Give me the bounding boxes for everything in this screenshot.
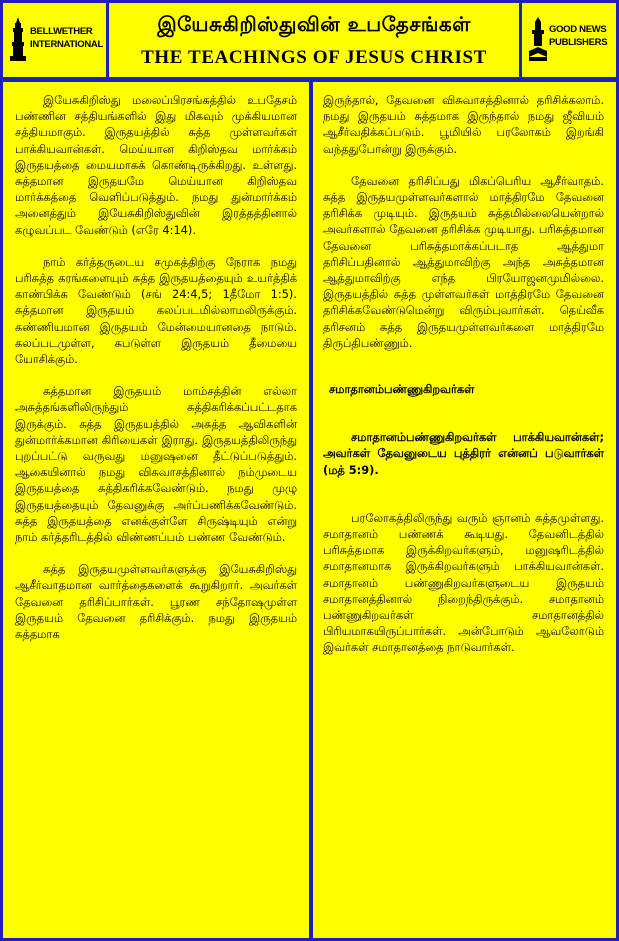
paragraph: சுத்தமான இருதயம் மாம்சத்தின் எல்லா அசுத்தங்களிலிருந்தும் சுத்திகரிக்கப்பட்டதாக இருக்கும். சுத்த இருதயத்தில் அசுத்த ஆவிகளின் துன்மார்க்கமான கிரியைகள் இராது. இருதயத்திலிருந்து புறப்பட்டு வருவது மனுஷனை தீட்டுப்படுத்தும். ஆகையினால் நமது விசுவாசத்தினால் நம்முடைய இருதயத்தை சுத்திகரிக்கவேண்டும். நமது முழு இருதயத்தையும் தேவனுக்கு அர்ப்பணிக்கவேண்டும். சுத்த இருதயத்தை எனக்குள்ளே சிருஷ்டியும் என்று நாம் கர்த்தரிடத்தில் விண்ணப்பம் பண்ண வேண்டும். (15, 384, 297, 545)
header-banner (3, 3, 616, 77)
paragraph: இயேசுகிறிஸ்து மலைப்பிரசங்கத்தில் உபதேசம் பண்ணின சத்தியங்களில் இது மிகவும் முக்கியமான சத்தியமாகும். இருதயத்தில் சுத்த முள்ளவர்கள் பாக்கியவான்கள். மெய்யான கிறிஸ்தவ மார்க்கம் இருதயத்தை மையமாகக் கொண்டிருக்கிறது. உள்ளது. சுத்தமான இருதயமே மெய்யான கிறிஸ்தவ மார்க்கத்தை வெளிப்படுத்தும். நமது துன்மார்க்கம் அனைத்தும் இயேசுகிறிஸ்துவின் இரத்தத்தினால் கழுவப்பட வேண்டும் (எரே 4:14). (15, 93, 297, 237)
right-column (313, 82, 616, 938)
good-news-logo (519, 3, 616, 77)
title-block (109, 3, 519, 77)
title-tamil: இயேசுகிறிஸ்துவின் உபதேசங்கள் (157, 12, 471, 36)
title-english: THE TEACHINGS OF JESUS CHRIST (141, 47, 487, 68)
paragraph: பரலோகத்திலிருந்து வரும் ஞானம் சுத்தமுள்ளது. சமாதானம் பண்ணக் கூடியது. தேவனிடத்தில் பரிசுத்தமாக இருக்கிறவர்களும், மனுஷரிடத்தில் சமாதானமாக இருக்கிறவர்களும் பாக்கியவான்கள். சமாதானம் பண்ணுகிறவர்களுடைய இருதயம் சமாதானத்தினால் நிறைந்திருக்கும். சமாதானம் பண்ணுகிறவர்கள் சமாதானத்தில் பிரியமாகயிருப்பார்கள். அன்போடும் ஆவலோடும் இவர்கள் சமாதானத்தை நாடுவார்கள். (323, 510, 604, 655)
bellwether-tower-icon (9, 17, 27, 61)
paragraph: தேவனை தரிசிப்பது மிகப்பெரிய ஆசீர்வாதம். சுத்த இருதயமுள்ளவர்களால் மாத்திரமே தேவனை தரிசிக்க முடியும். இருதயம் சுத்தமில்லையென்றால் அவர்களால் தேவனை தரிசிக்க முடியாது. பரிசுத்தமான தேவனை பரிசுத்தமாக்கப்படாத ஆத்துமா தரிசிப்பதினால் ஆத்துமாவிற்கு அந்த அசுத்தமான ஆத்துமாவிற்கு எந்த பிரயோஜனமுமில்லை. இருதயத்தில் சுத்த முள்ளவர்கள் மாத்திரமே தேவனை தரிசிக்கவேண்டுமென்று விரும்புவார்கள். தெய்வீக தரிசனம் சுத்த இருதயமுள்ளவர்களை மாத்திரமே திருப்திபண்ணும். (323, 173, 604, 350)
bellwether-logo (3, 3, 109, 77)
book-tower-icon (528, 17, 548, 61)
bellwether-logo-text: BELLWETHER INTERNATIONAL (30, 26, 103, 50)
paragraph: இருந்தால், தேவனை விசுவாசத்தினால் தரிசிக்கலாம். நமது இருதயம் சுத்தமாக இருந்தால் நமது ஜீவியம் ஆசீர்வதிக்கப்படும். பூமியில் பரலோகம் இறங்கி வந்ததுபோன்று இருக்கும். (323, 93, 604, 156)
section-heading: சமாதானம்பண்ணுகிறவர்கள் (329, 382, 475, 397)
paragraph: சுத்த இருதயமுள்ளவர்களுக்கு இயேசுகிறிஸ்து ஆசீர்வாதமான வார்த்தைகளைக் கூறுகிறார். அவர்கள் தேவனை தரிசிப்பார்கள். பூரண சந்தோஷமுள்ள இருதயம் தேவனை தரிசிக்கும். நமது இருதயம் சுத்தமாக (15, 562, 297, 642)
good-news-logo-text: GOOD NEWS PUBLISHERS (549, 24, 608, 48)
left-column (3, 82, 309, 938)
paragraph: நாம் கர்த்தருடைய சமுகத்திற்கு நேராக நமது பரிசுத்த கரங்களையும் சுத்த இருதயத்தையும் உயர்த்திக் காண்பிக்க வேண்டும் (சங் 24:4,5; 1தீமோ 1:5). சுத்தமான இருதயம் கலப்படமில்லாமலிருக்கும். கண்ணியமான இருதயம் மேன்மையானதை நாடும். கலப்படமுள்ள, கபடுள்ள இருதயம் தீமையை யோசிக்கும். (15, 254, 297, 367)
scripture-verse: சமாதானம்பண்ணுகிறவர்கள் பாக்கியவான்கள்; அவர்கள் தேவனுடைய புத்திரர் என்னப் படுவார்கள் (மத் 5:9). (323, 430, 604, 477)
